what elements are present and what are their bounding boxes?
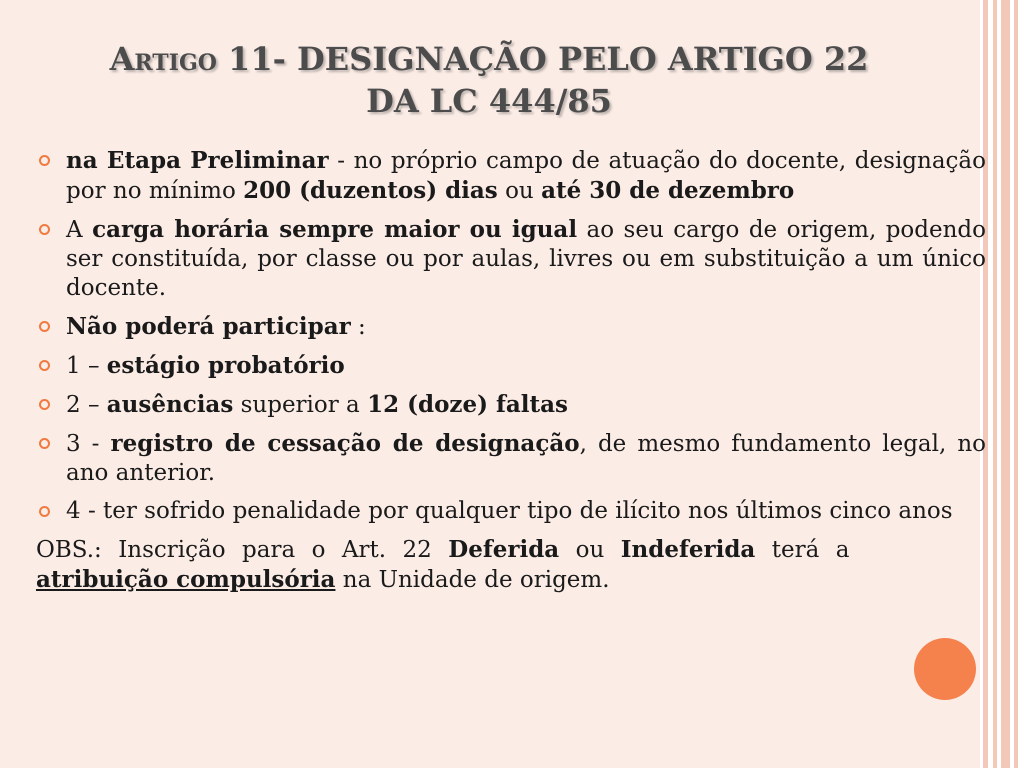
bullet-item-2 [36,390,986,420]
bold-text: na Etapa Preliminar [66,147,329,174]
title-rest: 11- DESIGNAÇÃO PELO ARTIGO 22 [216,40,869,78]
bold-text: Deferida [448,536,560,563]
bullet-marker-icon [39,224,50,235]
text: ou [497,178,542,204]
bold-text: 12 (doze) faltas [367,391,569,418]
bullet-nao-podera [36,312,986,342]
bullet-marker-icon [39,438,50,449]
text: 1 – [66,353,107,379]
obs-paragraph [36,535,986,595]
bullet-marker-icon [39,321,50,332]
bold-text: estágio probatório [106,352,345,379]
bold-text: 200 (duzentos) dias [243,177,498,204]
bullet-marker-icon [39,155,50,166]
decorative-stripe [1014,0,1018,768]
text: A [66,217,93,243]
bold-text: ausências [106,391,234,418]
text: , de mesmo fundamento legal, no ano anterior. [66,431,987,486]
slide-title [36,38,942,122]
bullet-etapa-preliminar [36,146,986,206]
title-line2: DA LC 444/85 [366,82,612,120]
bullet-marker-icon [39,506,50,517]
text: ou [559,537,621,563]
text: terá a [755,537,866,563]
text: : [350,314,366,340]
text: OBS.: Inscrição para o Art. 22 [36,537,449,563]
slide-content [36,146,986,595]
text: ao seu cargo de origem, podendo ser constituída, por classe ou por aulas, livres ou em substituição a um único docente. [66,217,986,301]
bold-text: até 30 de dezembro [541,177,795,204]
bullet-marker-icon [39,360,50,371]
bold-text: Indeferida [620,536,756,563]
bullet-carga-horaria [36,215,986,303]
decorative-stripe [1001,0,1010,768]
text: 3 - [66,431,111,457]
text: 4 - ter sofrido penalidade por qualquer tipo de ilícito nos últimos cinco anos [66,498,953,524]
bullet-item-4 [36,497,986,526]
bullet-marker-icon [39,399,50,410]
decorative-stripe [993,0,997,768]
bold-text: registro de cessação de designação [110,430,580,457]
text: - no próprio campo de atuação do docente, designação por no mínimo [66,148,986,204]
bullet-item-1 [36,351,986,381]
underlined-bold-text: atribuição compulsória [36,566,336,593]
text: superior a [233,392,368,418]
decorative-circle-icon [914,638,976,700]
bold-text: Não poderá participar [66,313,351,340]
bold-text: carga horária sempre maior ou igual [92,216,578,243]
title-prefix: Artigo [109,40,217,78]
text: na Unidade de origem. [335,567,610,593]
bullet-item-3 [36,429,986,488]
text: 2 – [66,392,107,418]
